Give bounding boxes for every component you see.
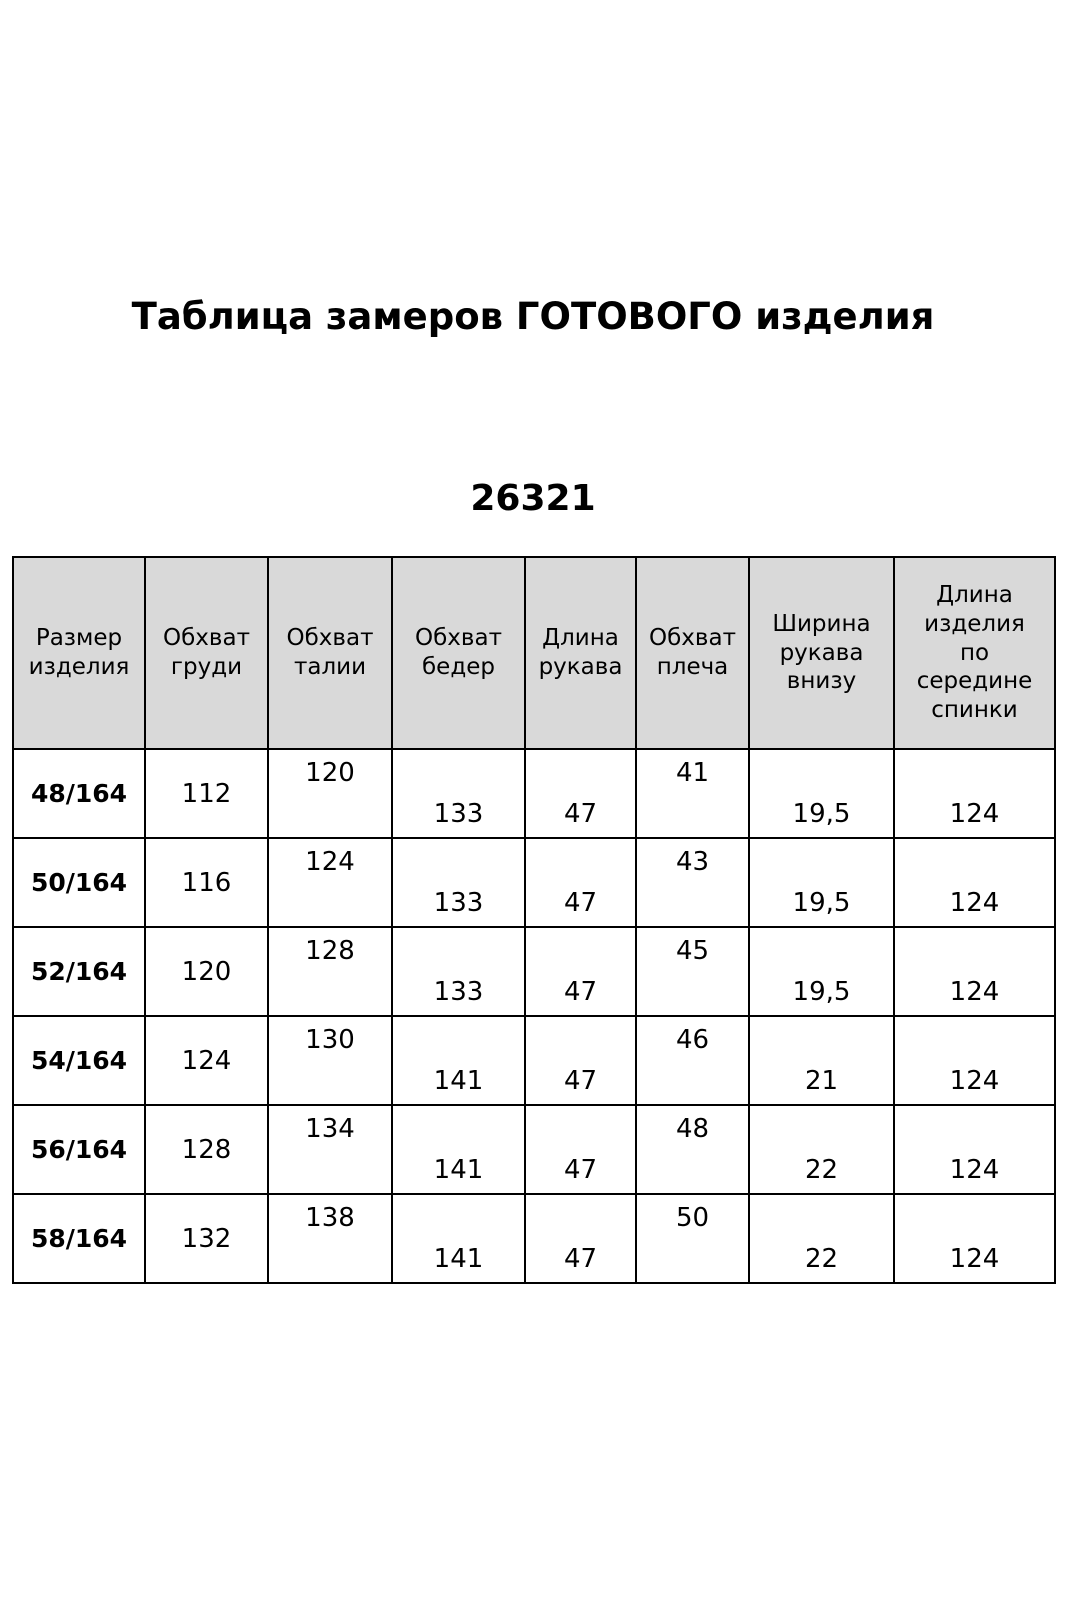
cell-size: 50/164 [13,838,145,927]
column-header-chest [145,557,268,749]
cell-back-length: 124 [894,1016,1055,1105]
cell-sleeve-bottom-width: 19,5 [749,927,894,1016]
column-header-chest-line2: груди [170,654,243,680]
cell-sleeve-length: 47 [525,1016,636,1105]
cell-sleeve-bottom-width: 21 [749,1016,894,1105]
column-header-back-length-line2: изделия [924,610,1025,637]
cell-sleeve-bottom-width: 22 [749,1194,894,1283]
cell-hips: 133 [392,927,525,1016]
column-header-size [13,557,145,749]
cell-chest: 124 [145,1016,268,1105]
table-body [13,749,1055,1283]
column-header-back-length-line3: по [959,639,990,666]
cell-sleeve-bottom-width: 19,5 [749,749,894,838]
table-row [13,749,1055,838]
cell-back-length: 124 [894,1194,1055,1283]
column-header-chest-line1: Обхват [163,625,250,652]
measurements-table-container [12,556,1054,1284]
column-header-sleeve-bottom-width [749,557,894,749]
cell-waist: 130 [268,1016,392,1105]
column-header-sleeve-length-line1: Длина [542,625,619,652]
cell-size: 52/164 [13,927,145,1016]
cell-waist: 124 [268,838,392,927]
cell-back-length: 124 [894,838,1055,927]
cell-sleeve-length: 47 [525,838,636,927]
cell-size: 54/164 [13,1016,145,1105]
cell-size: 58/164 [13,1194,145,1283]
cell-back-length: 124 [894,749,1055,838]
cell-back-length: 124 [894,1105,1055,1194]
table-header [13,557,1055,749]
column-header-back-length-line1: Длина [936,582,1013,609]
cell-arm-girth: 50 [636,1194,749,1283]
cell-hips: 141 [392,1016,525,1105]
column-header-sleeve-length-line2: рукава [538,654,623,680]
cell-size: 48/164 [13,749,145,838]
column-header-sleeve-length [525,557,636,749]
cell-chest: 116 [145,838,268,927]
cell-arm-girth: 48 [636,1105,749,1194]
cell-waist: 134 [268,1105,392,1194]
cell-back-length: 124 [894,927,1055,1016]
column-header-arm-girth-line2: плеча [656,654,729,680]
column-header-waist-line2: талии [293,654,367,680]
column-header-size-line1: Размер [35,625,123,652]
cell-hips: 133 [392,749,525,838]
cell-sleeve-length: 47 [525,1105,636,1194]
cell-sleeve-length: 47 [525,749,636,838]
cell-arm-girth: 46 [636,1016,749,1105]
cell-chest: 132 [145,1194,268,1283]
table-row [13,927,1055,1016]
cell-sleeve-bottom-width: 22 [749,1105,894,1194]
column-header-hips [392,557,525,749]
table-row [13,1105,1055,1194]
page-title: Таблица замеров ГОТОВОГО изделия [131,295,935,338]
cell-chest: 120 [145,927,268,1016]
column-header-sleeve-bottom-width-line3: внизу [786,668,857,695]
cell-waist: 128 [268,927,392,1016]
column-header-back-length-line5: спинки [931,697,1018,724]
column-header-waist [268,557,392,749]
column-header-arm-girth-line1: Обхват [649,625,736,652]
column-header-sleeve-bottom-width-line2: рукава [779,639,864,666]
cell-waist: 120 [268,749,392,838]
cell-sleeve-length: 47 [525,1194,636,1283]
cell-chest: 128 [145,1105,268,1194]
table-row [13,1016,1055,1105]
cell-hips: 141 [392,1194,525,1283]
cell-hips: 141 [392,1105,525,1194]
column-header-sleeve-bottom-width-line1: Ширина [772,610,871,637]
column-header-hips-line1: Обхват [415,625,502,652]
measurements-table [12,556,1056,1284]
column-header-back-length-line4: середине [916,668,1033,695]
table-row [13,838,1055,927]
cell-arm-girth: 43 [636,838,749,927]
table-row [13,1194,1055,1283]
table-header-row [13,557,1055,749]
cell-arm-girth: 45 [636,927,749,1016]
cell-arm-girth: 41 [636,749,749,838]
column-header-arm-girth [636,557,749,749]
column-header-size-line2: изделия [28,654,130,680]
cell-sleeve-length: 47 [525,927,636,1016]
cell-hips: 133 [392,838,525,927]
model-number: 26321 [470,478,596,519]
cell-waist: 138 [268,1194,392,1283]
column-header-back-length [894,557,1055,749]
column-header-hips-line2: бедер [422,654,495,680]
column-header-waist-line1: Обхват [286,625,374,652]
cell-chest: 112 [145,749,268,838]
cell-size: 56/164 [13,1105,145,1194]
cell-sleeve-bottom-width: 19,5 [749,838,894,927]
